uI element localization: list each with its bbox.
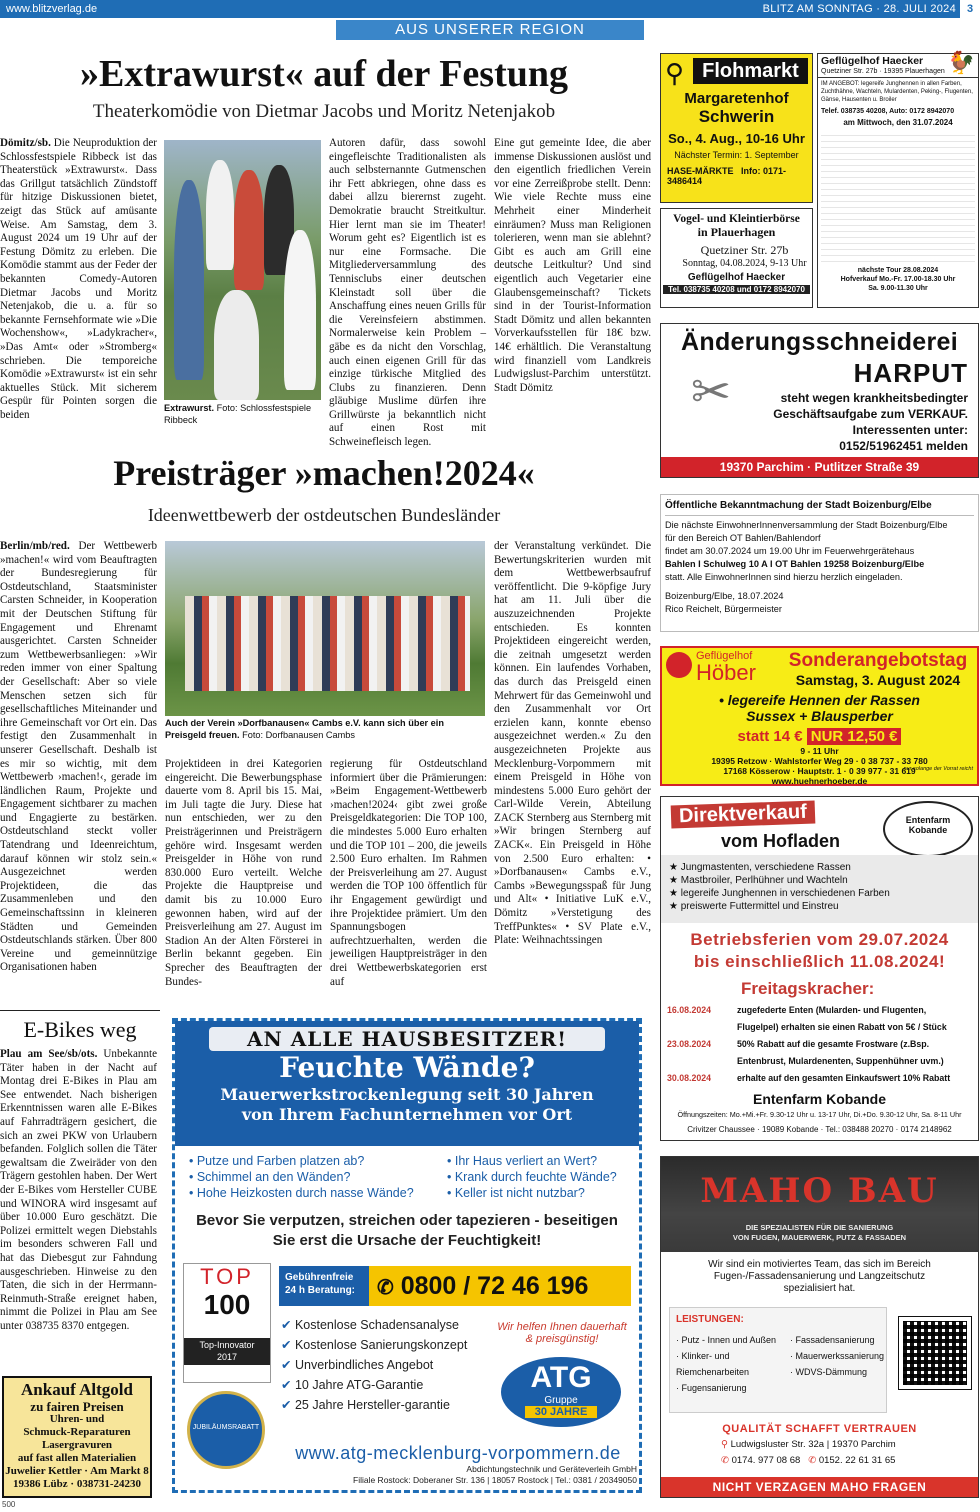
ad-kobande-d1: 16.08.2024: [667, 1005, 712, 1015]
ad-flohmarkt-brand: HASE-MÄRKTE: [667, 166, 734, 176]
ad-maho-s7: · WDVS-Dämmung: [790, 1367, 868, 1377]
ad-kobande-badge1: Entenfarm: [905, 815, 951, 825]
ad-kleintier-l2: in Plauerhagen: [697, 225, 776, 239]
ad-maho-tag2: VON FUGEN, MAUERWERK, PUTZ & FASSADEN: [732, 1233, 907, 1242]
ad-kobande-item-1: ★ Mastbroiler, Perlhühner und Wachteln: [669, 875, 848, 886]
ad-haecker-tel: Telef. 038735 40208, Auto: 0172 8942070: [821, 108, 955, 115]
ad-haecker-addr: Quetziner Str. 27b · 19395 Plauerhagen: [821, 68, 945, 75]
ad-kobande-badge: [883, 801, 973, 857]
notice-l1: Die nächste EinwohnerInnenversammlung der Stadt Boizenburg/Elbe: [665, 520, 948, 530]
ad-atg-gruppe: Gruppe: [544, 1395, 578, 1406]
ad-haecker-hours: Hofverkauf Mo.-Fr. 17.00-18.30 Uhr: [840, 276, 956, 283]
ad-hoeber-price-old: statt 14 €: [737, 728, 803, 745]
article3-body: [0, 1048, 157, 1353]
ad-atg-f2: Filiale Rostock: Doberaner Str. 136 | 18057 Rostock | Tel.: 0381 / 20349050: [353, 1475, 637, 1485]
ad-kobande-badge2: Kobande: [908, 825, 948, 835]
ad-atg[interactable]: [172, 1018, 642, 1493]
ad-atg-check-2: [281, 1355, 491, 1375]
ad-kobande-hours: Öffnungszeiten: Mo.+Mi.+Fr. 9.30-12 Uhr u. 13-17 Uhr, Di.+Do. 9.30-12 Uhr, Sa. 8-11 Uhr: [677, 1110, 962, 1119]
ad-kobande-d3: 30.08.2024: [667, 1073, 712, 1083]
notice-l3: findet am 30.07.2024 um 19.00 Uhr im Feuerwehrgerätehaus: [665, 546, 915, 556]
ad-maho-s5: · Fassadensanierung: [790, 1335, 875, 1345]
ad-hoeber-price-new: NUR 12,50 €: [807, 728, 902, 745]
ad-kobande-t2: vom Hofladen: [721, 831, 841, 851]
article1-col1-text: Die Neuproduktion der Schlossfestspiele Ribbeck ist das Theaterstück »Extrawurst«. Dass das Grillgut tatsächlich Zündstoff für hitzige Diskussionen bietet, zeigt das Stück auf amüsante Weise. Am Samstag, dem 3. August 2024 um 19 Uhr auf der Festung Dömitz zu erleben. Die Komödie stammt aus der Feder der bekannten Comedy-Autoren Dietmar Jacobs und Moritz Netenjakob, die u. a. für so bekannte Fernsehformate wie »Die Wochenshow«, »Ladykracher«, »Das Amt« oder »Stromberg« schrieben. Die temporeiche Komödie »Extrawurst« ist ein sehr aktuelles Stück. Mit sicherem Gespür für Pointen sorgen die beiden: [0, 137, 157, 421]
ad-harput-l4: Geschäftsaufgabe zum VERKAUF.: [773, 407, 968, 421]
ad-kobande-item-2: ★ legereife Junghennen in verschiedenen Farben: [669, 888, 890, 899]
check-icon: ✔: [281, 1378, 292, 1392]
ad-atg-check-0-text: Kostenlose Schadensanalyse: [294, 1318, 459, 1332]
ad-kobande-ferien2: bis einschließlich 11.08.2024!: [693, 952, 946, 971]
ad-kleintier-l6: Tel. 038735 40208 und 0172 8942070: [663, 285, 810, 294]
issue-date: BLITZ AM SONNTAG · 28. JULI 2024: [762, 3, 956, 15]
ad-kobande-item-2-text: legereife Junghennen in verschiedenen Farben: [680, 888, 890, 899]
ad-altgold-l6: auf fast allen Materialien: [17, 1452, 137, 1464]
notice-l7: Rico Reichelt, Bürgermeister: [665, 604, 782, 614]
article1-col3: Autoren dafür, dass sowohl eingefleischte Traditionalisten als auch selbsternannte Gutmenschen ihr Fett abkriegen, ohne dass es dabei allzu bierernst zugeht. Demokratie braucht Streitkultur. Hier lernt man sie im Theater! Worum geht es? Eigentlich ist es nur eine Formsache. Die Mitgliederversammlung des Tennisclubs einer deutschen Kleinstadt soll über die Anschaffung eines neuen Grills für die Vereinsfeiern abstimmen. Normalerweise kein Problem – gäbe es da nicht den Vorschlag, auch einen eigenen Grill für das einzige türkische Mitglied des Clubs zu finanzieren. Denn gläubige Muslime dürfen ihre Grillwürste ja bekanntlich nicht auf einen Rost mit Schweinefleisch legen.: [329, 137, 486, 449]
check-icon: ✔: [281, 1338, 292, 1352]
ad-hoeber-addr2: 17168 Kösserow · Hauptstr. 1 · 0 39 977 - 31 619: [723, 766, 916, 776]
ad-hoeber-hours: 9 - 11 Uhr: [800, 746, 839, 756]
bicycle-icon: ⚲: [665, 58, 685, 88]
ad-kobande-item-0-text: Jungmastenten, verschiedene Rassen: [680, 862, 851, 873]
ad-atg-q3: • Hohe Heizkosten durch nasse Wände?: [189, 1186, 414, 1200]
ad-kobande-t1b: Flugelpel) erhalten sie einen Rabatt von 5€ / Stück: [737, 1022, 947, 1032]
ad-maho-services: [669, 1307, 887, 1413]
ad-atg-check-1: [281, 1335, 491, 1355]
ad-atg-checks: [281, 1315, 491, 1415]
notice-l6: Boizenburg/Elbe, 18.07.2024: [665, 591, 784, 601]
notice-title: Öffentliche Bekanntmachung der Stadt Boizenburg/Elbe: [665, 499, 974, 516]
ad-atg-inno: Top-Innovator: [184, 1338, 270, 1352]
ad-kleintier-l1: Vogel- und Kleintierbörse: [673, 213, 800, 225]
article2-photo: [165, 541, 485, 716]
ad-atg-check-4: [281, 1395, 491, 1415]
ad-flohmarkt-place1: Margaretenhof: [684, 90, 789, 107]
ad-harput-l3: steht wegen krankheitsbedingter: [780, 391, 968, 405]
ad-harput-l2: HARPUT: [853, 358, 968, 388]
phone-icon: ✆: [721, 1455, 729, 1466]
ad-kobande-d2: 23.08.2024: [667, 1039, 712, 1049]
ad-atg-jubilee-seal: JUBILÄUMSRABATT: [187, 1391, 265, 1469]
check-icon: ✔: [281, 1358, 292, 1372]
ad-maho-s1: · Putz - Innen und Außen: [676, 1335, 777, 1345]
ad-atg-30jahre: 30 JAHRE: [525, 1406, 597, 1418]
ad-maho-tag1: DIE SPEZIALISTEN FÜR DIE SANIERUNG: [745, 1223, 894, 1232]
ad-atg-h1: AN ALLE HAUSBESITZER!: [209, 1027, 605, 1051]
ad-maho-s4: · Fugensanierung: [676, 1383, 747, 1393]
top-bar: [0, 0, 980, 18]
ad-atg-h4: von Ihrem Fachunternehmen vor Ort: [241, 1105, 573, 1124]
ad-maho-foot: NICHT VERZAGEN MAHO FRAGEN: [661, 1477, 978, 1497]
ad-atg-top-text: TOP: [200, 1264, 254, 1289]
ad-atg-h2: Feuchte Wände?: [279, 1051, 535, 1084]
ad-hoeber-l2: Sussex + Blausperber: [746, 708, 893, 724]
ad-altgold-l4: Schmuck-Reparaturen: [23, 1426, 131, 1438]
ad-kobande-t1a: zugefederte Enten (Mularden- und Flugenten,: [737, 1005, 927, 1015]
ad-maho-s3: Riemchenarbeiten: [676, 1367, 750, 1377]
ad-flohmarkt[interactable]: [660, 53, 813, 203]
section-banner: AUS UNSERER REGION: [336, 20, 644, 40]
ad-kleintier-l5: Geflügelhof Haecker: [687, 272, 786, 283]
ad-maho-leistungen: LEISTUNGEN:: [676, 1314, 744, 1325]
page-number: 3: [960, 0, 980, 18]
ad-kobande-item-3-text: preiswerte Futtermittel und Einstreu: [680, 901, 839, 912]
ad-kleintier-l3: Quetziner Str. 27b: [700, 243, 789, 257]
ad-hoeber[interactable]: [660, 646, 979, 786]
ad-kobande-t3a: erhalte auf den gesamten Einkaufswert 10% Rabatt: [737, 1073, 951, 1083]
ad-kobande-t2b: Entenbrust, Mulardenenten, Suppenhühner uvm.): [737, 1056, 944, 1066]
ad-maho-intro2: Fugen-/Fassadensanierung und Langzeitschutz: [713, 1271, 926, 1282]
ad-altgold-l8: 19386 Lübz · 038731-24230: [12, 1478, 142, 1490]
article1-caption-credit: Foto: Schlossfestspiele Ribbeck: [164, 403, 312, 425]
ad-altgold[interactable]: [2, 1376, 152, 1498]
article1-dateline: Dömitz/sb.: [0, 137, 51, 149]
ad-hoeber-brand2: Höber: [696, 660, 756, 685]
ad-altgold-l7: Juwelier Kettler · Am Markt 8: [5, 1465, 149, 1477]
notice-l2: für den Bereich OT Bahlen/Bahlendorf: [665, 533, 821, 543]
ad-kobande-item-3: ★ preiswerte Futtermittel und Einstreu: [669, 901, 839, 912]
ad-kobande-item-0: ★ Jungmastenten, verschiedene Rassen: [669, 862, 851, 873]
ad-atg-q5: • Krank durch feuchte Wände?: [447, 1170, 617, 1184]
ad-maho-tel1: 0174. 977 08 68: [731, 1455, 801, 1466]
article3-title: E-Bikes weg: [23, 1017, 137, 1042]
ad-atg-top100: [183, 1263, 271, 1383]
article1-subtitle: Theaterkomödie von Dietmar Jacobs und Moritz Netenjakob: [92, 101, 556, 122]
phone-icon: ✆: [808, 1455, 817, 1466]
article1-caption: [164, 403, 321, 426]
ad-altgold-l5: Lasergravuren: [41, 1439, 113, 1451]
ad-atg-q2: • Schimmel an den Wänden?: [189, 1170, 351, 1184]
ad-maho[interactable]: [660, 1156, 979, 1498]
article2-col3: regierung für Ostdeutschland informiert über die Prämierungen: »Beim Engagement-Wettbewerb ›machen!2024‹ gibt zwei große Preisgeldkategorien: Die TOP 100, die mindestes 5.000 Euro erhalten und die TOP 101 – 200, die jeweils 2.500 Euro erhalten. Im Rahmen der Preisverleihung am 27. August werden die TOP 100 öffentlich für ihr Engagement gewürdigt und ihre Projektidee prämiert. Um den Spannungsbogen aufrechtzuerhalten, werden die jeweiligen Hauptpreisträger in den drei Wettbewerbskategorien erst auf: [330, 758, 487, 988]
article2-col4: der Veranstaltung verkündet. Die Bewertungskriterien wurden mit dem Wettbewerbsaufruf veröffentlicht. Die 9-köpfige Jury hat am 11. Juli über die auszuzeichnenden Projekte entschieden. Es konnten Projektideen eingereicht werden, die zeitnah umgesetzt werden können. Ein laufendes Vorhaben, das durch das Preisgeld einen Mehrwert für das Gemeinwohl und den Zusammenhalt vor Ort erzielen kann, konnte ebenso ausgezeichnet werden.« Zu den ausgezeichneten Projekte aus Mecklenburg-Vorpommern mit einem Preisgeld in Höhe von mindestens 5.000 Euro gehört der Carl-Wilde Verein, Abteilung ZACK Sternberg aus Sternberg mit »Wir bringen Sternberg auf ZACK«. Ein Preisgeld in Höhe von 2.500 Euro erhalten: • »Dorfbanausen« Cambs e.V., Cambs »Bewegungsspaß für Jung und Alt« • Initiative LuK e.V., Dömitz »Verstetigung des TreffPunktes« • SV Plate e.V., Plate: Weihnachtssingen: [494, 540, 651, 947]
ad-atg-logo: [501, 1357, 621, 1427]
ad-haecker-next: nächste Tour 28.08.2024: [857, 267, 939, 274]
ad-atg-check-0: [281, 1315, 491, 1335]
article3-body-text: Unbekannte Täter haben in der Nacht auf Montag drei E-Bikes in Plau am See entwendet. Nach bisherigen Erkenntnissen waren alle E-Bikes auf Fahrradträgern gesichert, die sich an zwei PKW von Urlaubern befanden. Folglich sollen die Täter gewaltsam die Zweiräder von den Trägern gestohlen haben. Der Wert der E-Bikes vom Hersteller CUBE und WINORA wird insgesamt auf über 10.000 Euro geschätzt. Die Polizei ermittelt wegen Diebstahls im besonders schweren Fall und hat das Diebesgut zur Fahndung ausgeschrieben. Hinweise zu den Taten, die sich in der Herrmann-Reinmuth-Straße ereignet haben, nimmt die Polizei in Plau am See unter 038735 8370 entgegen.: [0, 1048, 157, 1332]
ad-atg-free-l1: Gebührenfreie: [285, 1272, 354, 1283]
ad-atg-q4: • Ihr Haus verliert an Wert?: [447, 1154, 598, 1168]
rooster-icon: 🐓: [947, 50, 975, 75]
ad-atg-year: 2017: [184, 1352, 270, 1365]
ad-haecker-schedule-table: [821, 130, 975, 264]
ad-haecker-offer: IM ANGEBOT: legereife Junghennen in allen Farben, Zuchthähne, Wachteln, Mulardenten, Peking-, Flugenten, Gänse, Hausenten u. Broiler: [818, 77, 978, 106]
ad-atg-check-3-text: 10 Jahre ATG-Garantie: [294, 1378, 424, 1392]
ad-flohmarkt-title: Flohmarkt: [693, 58, 808, 84]
ad-maho-banner: [661, 1157, 978, 1252]
ad-atg-check-1-text: Kostenlose Sanierungskonzept: [294, 1338, 468, 1352]
ad-kobande-addr: Crivitzer Chaussee · 19089 Kobande · Tel.: 038488 20270 · 0174 2148962: [687, 1125, 952, 1134]
ad-hoeber-title: Sonderangebotstag: [788, 650, 968, 671]
article2-col1-text: Der Wettbewerb »machen!« wird vom Beauftragten der Bundesregierung für Ostdeutschland, Staatsminister Carsten Schneider, in Kooperation mit der Deutschen Stiftung für Engagement und Ehrenamt ausgerichtet. Carsten Schneider zum Wettbewerbsanliegen: »Wir reden immer von einer Spaltung der Gesellschaft: Aber so viele Menschen setzen sich für gesellschaftliches Miteinander und ihre Gemeinschaft vor Ort ein. Das festigt den Zusammenhalt in unserer Gesellschaft. Deshalb ist es mir so wichtig, mit dem Wettbewerb ›machen!‹, gerade im ländlichen Raum, Projekte und Engagement sichtbarer zu machen und Engagierte zu bestärken. Ostdeutschland steckt voller Tatendrang und Ideenreichtum, darauf können wir stolz sein.« Ausgezeichnet werden Projektideen, die das Zusammenleben und den Gemeinschaftssinn in kleineren Städten und Gemeinden Ostdeutschlands stärken. Über 800 Vereine und gemeinnützige Organisationen haben: [0, 540, 157, 974]
ad-haecker-tour: am Mittwoch, den 31.07.2024: [843, 118, 953, 127]
article1-col4: [494, 137, 651, 433]
ad-kobande-name: Entenfarm Kobande: [752, 1091, 886, 1107]
article1-caption-bold: Extrawurst.: [164, 403, 215, 413]
ad-atg-hundred: 100: [203, 1289, 251, 1320]
article1-signoff: Stadt Dömitz: [494, 381, 553, 394]
ad-hoeber-brand: [666, 650, 774, 684]
article1-col4-text: Eine gut gemeinte Idee, die aber immense Diskussionen auslöst und den eigentlich friedlichen Verein vor eine Zerreißprobe stellt. Denn: Wie viele Rechte muss eine Mehrheit einer Minderheit einräumen? Muss man Religionen tolerieren, wenn man sie ablehnt? Gibt es auch am Grill eine deutsche Leitkultur? Und sind eigentlich auch Vegetarier eine Glaubensgemeinschaft? Tickets sind in der Tourist-Information Stadt Dömitz und allen bekannten Vorverkaufsstellen für 18€ bzw. 14€ erhältlich. Die Veranstaltung wird finanziell vom Landkreis Ludwigslust-Parchim unterstützt.: [494, 137, 651, 381]
article1-col1: [0, 137, 157, 433]
location-pin-icon: ⚲: [721, 1439, 728, 1450]
ad-haecker[interactable]: [817, 50, 979, 308]
public-notice: [660, 494, 979, 632]
notice-l5: statt. Alle EinwohnerInnen sind hierzu herzlich eingeladen.: [665, 572, 903, 582]
ad-harput-foot: 19370 Parchim · Putlitzer Straße 39: [661, 457, 978, 477]
ad-hoeber-note: nur solange der Vorrat reicht: [903, 766, 973, 772]
ad-altgold-title: Ankauf Altgold: [21, 1380, 133, 1399]
page-footer-code: 500: [2, 1500, 16, 1509]
ad-atg-free-l2: 24 h Beratung:: [285, 1285, 356, 1296]
ad-altgold-l3: Uhren- und: [49, 1413, 105, 1425]
ad-flohmarkt-info: Info: 0171-3486414: [667, 166, 787, 186]
ad-hoeber-addr1: 19395 Retzow · Wahlstorfer Weg 29 · 0 38 737 - 33 780: [711, 756, 928, 766]
ad-kleintier[interactable]: [660, 208, 813, 308]
qr-code-icon[interactable]: [899, 1317, 971, 1389]
ad-kobande-t2a: 50% Rabatt auf die gesamte Frostware (z.Bsp.: [737, 1039, 930, 1049]
article2-col1: [0, 540, 157, 997]
ad-harput-l5: Interessenten unter:: [852, 423, 968, 437]
ad-kleintier-l4: Sonntag, 04.08.2024, 9-13 Uhr: [682, 258, 807, 269]
ad-hoeber-l1: • legereife Hennen der Rassen: [719, 692, 920, 708]
ad-kobande[interactable]: [660, 796, 979, 1141]
hen-icon: [666, 652, 692, 678]
ad-kobande-t1: Direktverkauf: [671, 800, 816, 828]
article1-title: »Extrawurst« auf der Festung: [79, 53, 568, 95]
ad-hoeber-brand1: Geflügelhof: [696, 650, 753, 662]
ad-atg-logo-text: ATG: [530, 1361, 592, 1394]
check-icon: ✔: [281, 1398, 292, 1412]
ad-atg-q1: • Putze und Farben platzen ab?: [189, 1154, 365, 1168]
ad-kobande-item-1-text: Mastbroiler, Perlhühner und Wachteln: [680, 875, 848, 886]
ad-haecker-hours2: Sa. 9.00-11.30 Uhr: [868, 285, 928, 292]
ad-atg-help: Wir helfen Ihnen dauerhaft & preisgünstig!: [497, 1321, 627, 1345]
ad-kobande-ferien1: Betriebsferien vom 29.07.2024: [690, 930, 949, 949]
ad-atg-mid: Bevor Sie verputzen, streichen oder tapezieren - beseitigen Sie erst die Ursache der Feuchtigkeit!: [196, 1212, 618, 1249]
article2-dateline: Berlin/mb/red.: [0, 540, 70, 552]
ad-maho-intro3: spezialisiert hat.: [783, 1283, 856, 1294]
article2-caption-credit: Foto: Dorfbanausen Cambs: [242, 729, 355, 740]
ad-maho-title: MAHO BAU: [700, 1171, 939, 1211]
ad-haecker-title: Geflügelhof Haecker: [821, 55, 924, 67]
phone-icon: ✆: [377, 1277, 394, 1299]
ad-atg-phone-number: 0800 / 72 46 196: [400, 1272, 589, 1300]
ad-maho-tel2: 0152. 22 61 31 65: [818, 1455, 896, 1466]
ad-kobande-kracher: Freitagskracher:: [741, 979, 875, 998]
ad-atg-phone[interactable]: [369, 1266, 631, 1306]
notice-l4: Bahlen I Schulweg 10 A I OT Bahlen 19258 Boizenburg/Elbe: [665, 559, 925, 569]
ad-flohmarkt-next: Nächster Termin: 1. September: [674, 150, 799, 160]
ad-atg-check-2-text: Unverbindliches Angebot: [294, 1358, 434, 1372]
ad-atg-web[interactable]: www.atg-mecklenburg-vorpommern.de: [295, 1443, 621, 1463]
ad-harput-l6: 0152/51962451 melden: [839, 439, 968, 453]
article2-col2: Projektideen in drei Kategorien eingereicht. Die Bewerbungsphase dauerte vom 8. April bis 15. Mai, im Juli tagte die Jury. Diese hat nun entschieden, wer zu den Preisträgerinnen und Preisträgern gehöre wird. Insgesamt werden Preisgelder in Höhe von rund 830.000 Euro verteilt. Welche Projekte die Hauptpreise und damit bis zu 10.000 Euro gewonnen haben, wird auf der Preisverleihung am 27. August im Stadion An der Alten Försterei in Berlin bekannt gegeben. Ein Sprecher des Beauftragten der Bundes-: [165, 758, 322, 988]
scissors-icon: ✂: [690, 364, 732, 420]
article2-title: Preisträger »machen!2024«: [113, 453, 535, 493]
ad-atg-check-4-text: 25 Jahre Hersteller-garantie: [294, 1398, 450, 1412]
ad-flohmarkt-date: So., 4. Aug., 10-16 Uhr: [668, 131, 805, 146]
ad-atg-check-3: [281, 1375, 491, 1395]
site-url[interactable]: www.blitzverlag.de: [6, 3, 98, 15]
ad-altgold-l2: zu fairen Preisen: [30, 1399, 124, 1414]
ad-atg-f1: Abdichtungstechnik und Geräteverleih GmbH: [466, 1464, 637, 1474]
ad-hoeber-web[interactable]: www.huehnerhoeber.de: [771, 776, 868, 786]
article2-caption: [165, 718, 485, 741]
article2-subtitle: Ideenwettbewerb der ostdeutschen Bundesländer: [147, 505, 501, 525]
article1-photo: [164, 140, 321, 400]
ad-flohmarkt-place2: Schwerin: [698, 107, 775, 126]
article3-dateline: Plau am See/sb/ots.: [0, 1048, 98, 1060]
check-icon: ✔: [281, 1318, 292, 1332]
article2-caption-bold: Auch der Verein »Dorfbanausen« Cambs e.V. kann sich über ein Preisgeld freuen.: [165, 718, 444, 740]
ad-atg-free: [279, 1266, 369, 1306]
ad-harput-l1: Änderungsschneiderei: [681, 328, 958, 356]
ad-maho-s6: · Mauerwerkssanierung: [790, 1351, 885, 1361]
ad-maho-addr: Ludwigsluster Str. 32a | 19370 Parchim: [730, 1439, 896, 1450]
ad-maho-s2: · Klinker- und: [676, 1351, 730, 1361]
ad-harput[interactable]: [660, 323, 979, 478]
ad-hoeber-date: Samstag, 3. August 2024: [795, 672, 961, 688]
ad-atg-q6: • Keller ist nicht nutzbar?: [447, 1186, 585, 1200]
ad-maho-intro1: Wir sind ein motiviertes Team, das sich im Bereich: [708, 1259, 931, 1270]
ad-atg-h3: Mauerwerkstrockenlegung seit 30 Jahren: [220, 1085, 594, 1104]
ad-maho-q: QUALITÄT SCHAFFT VERTRAUEN: [722, 1423, 917, 1435]
